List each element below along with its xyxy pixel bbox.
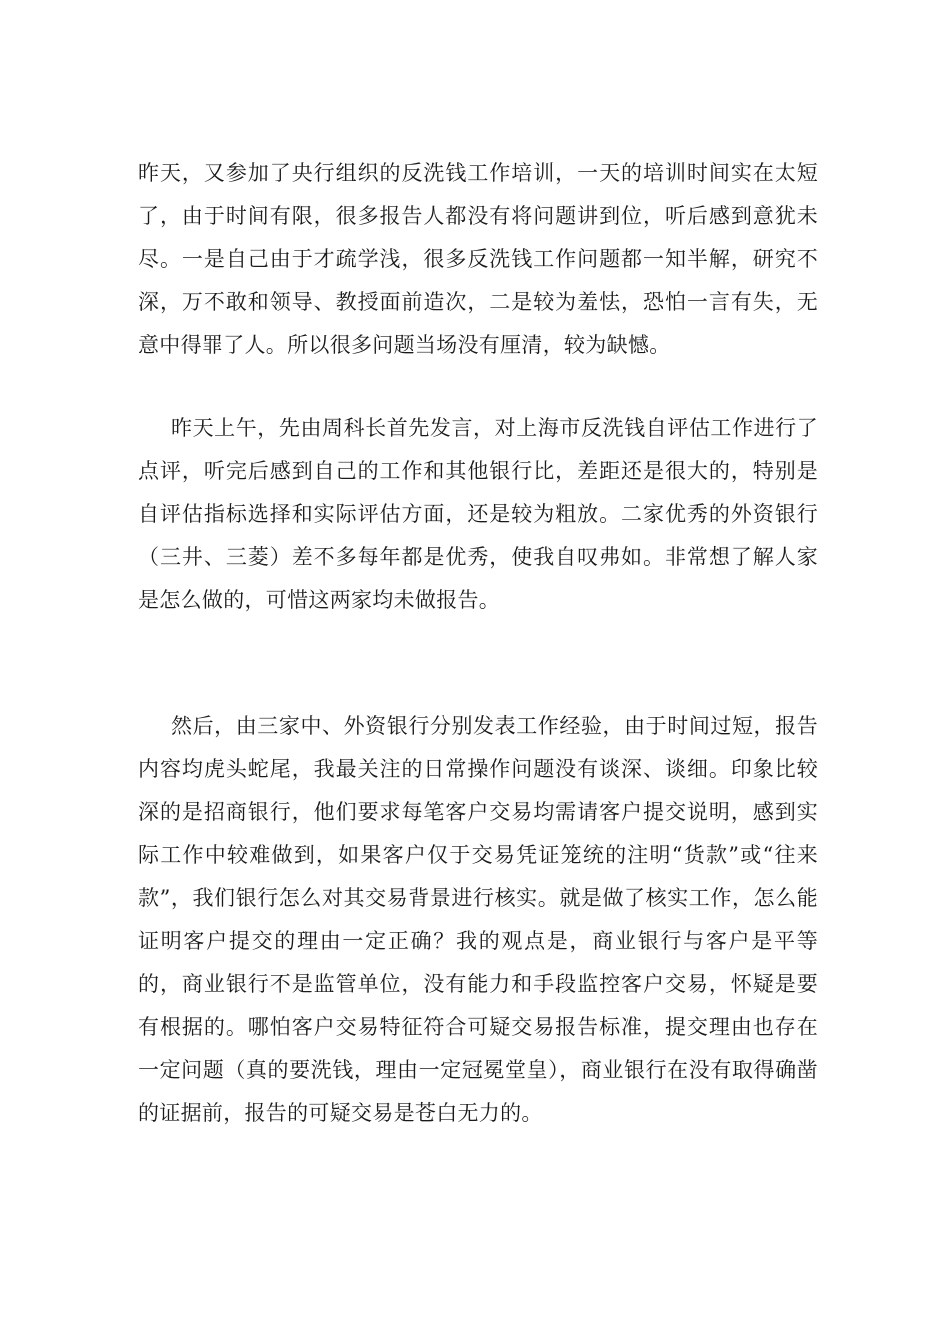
paragraph-morning-session: 昨天上午，先由周科长首先发言，对上海市反洗钱自评估工作进行了点评，听完后感到自己的工作和其他银行比，差距还是很大的，特别是自评估指标选择和实际评估方面，还是较为粗放。二家优秀的外资银行（三井、三菱）差不多每年都是优秀，使我自叹弗如。非常想了解人家是怎么做的，可惜这两家均未做报告。: [138, 416, 818, 612]
paragraph-bank-experience: 然后，由三家中、外资银行分别发表工作经验，由于时间过短，报告内容均虎头蛇尾，我最关注的日常操作问题没有谈深、谈细。印象比较深的是招商银行，他们要求每笔客户交易均需请客户提交说明，感到实际工作中较难做到，如果客户仅于交易凭证笼统的注明“货款”或“往来款”，我们银行怎么对其交易背景进行核实。就是做了核实工作，怎么能证明客户提交的理由一定正确？我的观点是，商业银行与客户是平等的，商业银行不是监管单位，没有能力和手段监控客户交易，怀疑是要有根据的。哪怕客户交易特征符合可疑交易报告标准，提交理由也存在一定问题（真的要洗钱，理由一定冠冕堂皇），商业银行在没有取得确凿的证据前，报告的可疑交易是苍白无力的。: [138, 714, 818, 1125]
paragraph-training-intro: 昨天，又参加了央行组织的反洗钱工作培训，一天的培训时间实在太短了，由于时间有限，很多报告人都没有将问题讲到位，听后感到意犹未尽。一是自己由于才疏学浅，很多反洗钱工作问题都一知半解，研究不深，万不敢和领导、教授面前造次，二是较为羞怯，恐怕一言有失，无意中得罪了人。所以很多问题当场没有厘清，较为缺憾。: [138, 161, 818, 357]
